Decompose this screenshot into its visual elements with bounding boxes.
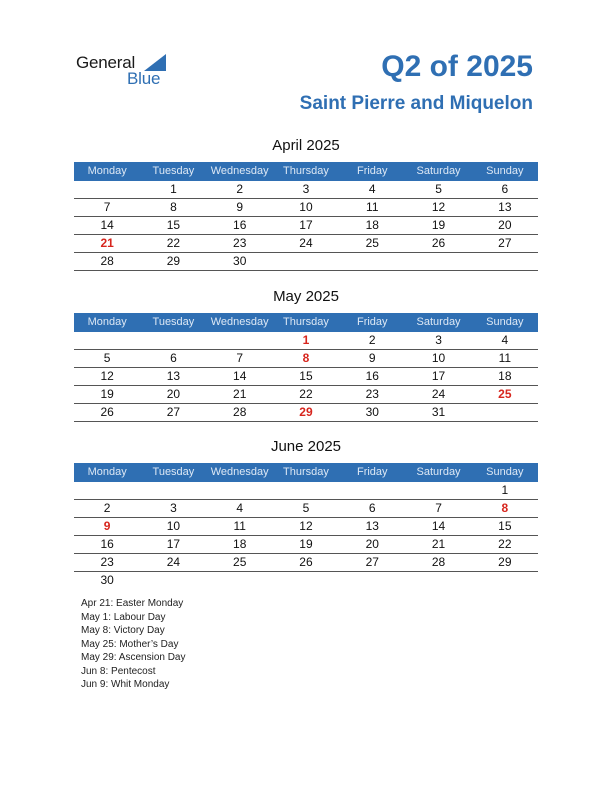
- month-june: [74, 437, 538, 589]
- weekday-label: Friday: [356, 165, 388, 177]
- week-row: [74, 199, 538, 217]
- day-cell: 23: [233, 236, 247, 250]
- weekday-label: Sunday: [486, 466, 524, 478]
- empty-day-cell: [339, 482, 405, 499]
- empty-day-cell: [140, 572, 206, 589]
- week-row: [74, 518, 538, 536]
- empty-day-cell: [74, 332, 140, 349]
- day-cell: 2: [103, 501, 111, 515]
- region-subtitle: Saint Pierre and Miquelon: [299, 93, 533, 114]
- day-cell: 20: [166, 387, 181, 401]
- day-cell: 18: [365, 218, 379, 232]
- weekday-label: Saturday: [416, 316, 461, 328]
- day-cell: 30: [100, 573, 114, 587]
- day-cell: 13: [365, 519, 379, 533]
- weekday-label: Tuesday: [152, 165, 195, 177]
- week-row: [74, 404, 538, 422]
- day-cell: 21: [100, 236, 114, 250]
- day-cell: 21: [233, 387, 247, 401]
- empty-day-cell: [339, 572, 405, 589]
- day-cell: 1: [302, 333, 310, 347]
- day-cell: 7: [103, 200, 111, 214]
- weekday-label: Thursday: [283, 316, 329, 328]
- day-cell: 4: [236, 501, 244, 515]
- day-cell: 5: [103, 351, 111, 365]
- holiday-item: Apr 21: Easter Monday: [81, 598, 184, 609]
- day-cell: 28: [233, 405, 247, 419]
- empty-day-cell: [140, 332, 206, 349]
- day-cell: 3: [170, 501, 177, 515]
- holiday-item: May 1: Labour Day: [81, 611, 166, 623]
- day-cell: 27: [365, 555, 379, 569]
- week-row: [74, 572, 538, 589]
- day-cell: 9: [103, 519, 111, 533]
- empty-day-cell: [405, 482, 471, 499]
- day-cell: 11: [498, 351, 512, 365]
- empty-day-cell: [140, 482, 206, 499]
- month-may: [74, 287, 538, 422]
- weekday-label: Friday: [356, 316, 388, 328]
- day-cell: 5: [435, 182, 442, 196]
- day-cell: 15: [299, 369, 313, 383]
- day-cell: 30: [365, 405, 379, 419]
- weekday-header: [74, 162, 538, 181]
- day-cell: 30: [233, 254, 247, 268]
- day-cell: 2: [368, 333, 376, 347]
- day-cell: 1: [501, 483, 509, 497]
- day-cell: 15: [498, 519, 512, 533]
- week-row: [74, 368, 538, 386]
- day-cell: 23: [365, 387, 379, 401]
- month-title: April 2025: [272, 137, 340, 154]
- day-cell: 12: [431, 200, 446, 214]
- weekday-label: Monday: [87, 466, 127, 478]
- weekday-label: Saturday: [416, 165, 461, 177]
- month-april: [74, 136, 538, 271]
- day-cell: 21: [431, 537, 446, 551]
- weekday-label: Tuesday: [152, 466, 195, 478]
- empty-day-cell: [405, 572, 471, 589]
- logo-text-blue: Blue: [127, 69, 161, 88]
- day-cell: 10: [431, 351, 446, 365]
- day-cell: 7: [435, 501, 442, 515]
- day-cell: 22: [299, 387, 313, 401]
- day-cell: 3: [302, 182, 310, 196]
- day-cell: 19: [100, 387, 114, 401]
- weekday-label: Thursday: [283, 165, 329, 177]
- day-cell: 9: [236, 200, 244, 214]
- month-title: June 2025: [270, 438, 342, 455]
- empty-day-cell: [207, 482, 273, 499]
- week-row: [74, 217, 538, 235]
- day-cell: 14: [431, 519, 446, 533]
- day-cell: 18: [498, 369, 512, 383]
- day-cell: 17: [299, 218, 313, 232]
- day-cell: 8: [302, 351, 310, 365]
- weekday-label: Wednesday: [210, 466, 269, 478]
- day-cell: 13: [166, 369, 181, 383]
- week-row: [74, 482, 538, 500]
- day-cell: 29: [299, 405, 313, 419]
- day-cell: 19: [431, 218, 446, 232]
- day-cell: 22: [166, 236, 181, 250]
- day-cell: 16: [100, 537, 114, 551]
- weekday-label: Saturday: [416, 466, 461, 478]
- week-row: [74, 253, 538, 271]
- day-cell: 23: [100, 555, 114, 569]
- day-cell: 24: [166, 555, 181, 569]
- day-cell: 6: [170, 351, 177, 365]
- day-cell: 28: [100, 254, 114, 268]
- day-cell: 14: [100, 218, 114, 232]
- day-cell: 24: [431, 387, 446, 401]
- day-cell: 18: [233, 537, 247, 551]
- week-row: [74, 554, 538, 572]
- weekday-label: Monday: [87, 316, 127, 328]
- day-cell: 6: [368, 501, 376, 515]
- empty-day-cell: [207, 332, 273, 349]
- holiday-item: May 8: Victory Day: [81, 625, 165, 636]
- weekday-label: Tuesday: [152, 316, 195, 328]
- holiday-item: Jun 9: Whit Monday: [81, 679, 170, 690]
- day-cell: 10: [299, 200, 313, 214]
- empty-day-cell: [207, 572, 273, 589]
- day-cell: 4: [368, 182, 376, 196]
- day-cell: 7: [236, 351, 244, 365]
- day-cell: 17: [431, 369, 446, 383]
- day-cell: 4: [501, 333, 509, 347]
- weekday-label: Sunday: [486, 316, 524, 328]
- week-row: [74, 350, 538, 368]
- day-cell: 3: [435, 333, 442, 347]
- empty-day-cell: [339, 253, 405, 270]
- day-cell: 12: [100, 369, 114, 383]
- day-cell: 6: [501, 182, 509, 196]
- day-cell: 29: [166, 254, 181, 268]
- empty-day-cell: [472, 404, 538, 421]
- weekday-header: [74, 463, 538, 482]
- day-cell: 16: [365, 369, 379, 383]
- weekday-header: [74, 313, 538, 332]
- day-cell: 14: [233, 369, 247, 383]
- day-cell: 25: [365, 236, 379, 250]
- week-row: [74, 500, 538, 518]
- empty-day-cell: [273, 482, 339, 499]
- weekday-label: Friday: [356, 466, 388, 478]
- empty-day-cell: [472, 253, 538, 270]
- day-cell: 11: [233, 519, 246, 533]
- week-row: [74, 332, 538, 350]
- day-cell: 27: [498, 236, 512, 250]
- empty-day-cell: [273, 253, 339, 270]
- day-cell: 16: [233, 218, 247, 232]
- day-cell: 26: [431, 236, 446, 250]
- day-cell: 22: [498, 537, 512, 551]
- day-cell: 25: [498, 387, 512, 401]
- day-cell: 24: [299, 236, 313, 250]
- day-cell: 1: [170, 182, 177, 196]
- day-cell: 29: [498, 555, 512, 569]
- day-cell: 31: [431, 405, 446, 419]
- empty-day-cell: [273, 572, 339, 589]
- week-row: [74, 235, 538, 253]
- week-row: [74, 536, 538, 554]
- day-cell: 5: [302, 501, 310, 515]
- day-cell: 13: [498, 200, 512, 214]
- holiday-item: May 29: Ascension Day: [81, 652, 186, 663]
- day-cell: 26: [299, 555, 313, 569]
- week-row: [74, 386, 538, 404]
- day-cell: 28: [431, 555, 446, 569]
- holiday-item: May 25: Mother’s Day: [81, 638, 179, 650]
- weekday-label: Thursday: [283, 466, 329, 478]
- holiday-list: [81, 597, 186, 692]
- day-cell: 17: [166, 537, 181, 551]
- weekday-label: Sunday: [486, 165, 524, 177]
- day-cell: 20: [365, 537, 379, 551]
- day-cell: 19: [299, 537, 313, 551]
- empty-day-cell: [472, 572, 538, 589]
- day-cell: 27: [166, 405, 181, 419]
- day-cell: 26: [100, 405, 114, 419]
- day-cell: 15: [166, 218, 181, 232]
- weekday-label: Wednesday: [210, 316, 269, 328]
- empty-day-cell: [405, 253, 471, 270]
- week-row: [74, 181, 538, 199]
- day-cell: 12: [299, 519, 313, 533]
- day-cell: 20: [498, 218, 512, 232]
- day-cell: 8: [170, 200, 177, 214]
- generalblue-logo: [76, 53, 176, 87]
- month-title: May 2025: [273, 288, 339, 305]
- day-cell: 2: [236, 182, 244, 196]
- logo-text-general: General: [76, 53, 136, 72]
- weekday-label: Monday: [87, 165, 127, 177]
- page-title: Q2 of 2025: [381, 50, 533, 83]
- empty-day-cell: [74, 181, 140, 198]
- weekday-label: Wednesday: [210, 165, 269, 177]
- day-cell: 25: [233, 555, 247, 569]
- day-cell: 8: [501, 501, 509, 515]
- day-cell: 10: [166, 519, 181, 533]
- day-cell: 11: [366, 200, 379, 214]
- empty-day-cell: [74, 482, 140, 499]
- holiday-item: Jun 8: Pentecost: [81, 665, 156, 677]
- day-cell: 9: [368, 351, 376, 365]
